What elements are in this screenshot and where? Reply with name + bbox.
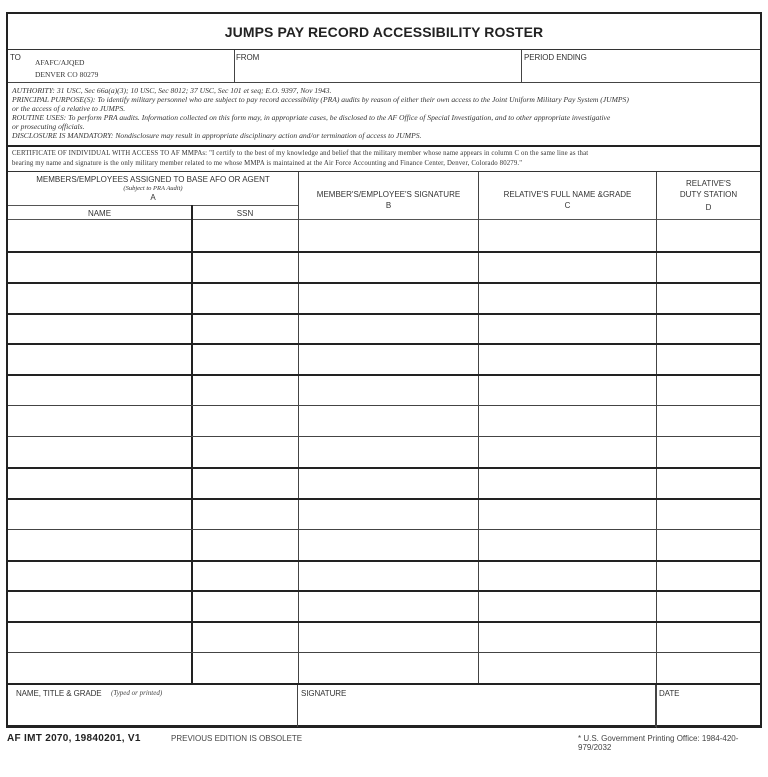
signature-cell[interactable] <box>299 284 478 313</box>
signoff-row <box>8 683 760 727</box>
certificate-line1: CERTIFICATE OF INDIVIDUAL WITH ACCESS TO AF MMPAs: "I certify to the best of my knowledge and belief that the military member whose name appears in column C on the same line as that <box>12 150 589 157</box>
relative-name-cell[interactable] <box>479 469 656 498</box>
column-b-title: MEMBER'S/EMPLOYEE'S SIGNATURE <box>316 190 461 199</box>
relative-name-cell[interactable] <box>479 376 656 405</box>
principal-purpose-text: PRINCIPAL PURPOSE(S): To identify military personnel who are subject to pay record accessibility (PRA) audits by reason of either their own access to the Joint Uniform Military Pay System (JUMPS) <box>12 95 629 105</box>
name-cell[interactable] <box>8 530 191 560</box>
ssn-cell[interactable] <box>192 653 298 683</box>
signature-cell[interactable] <box>299 530 478 560</box>
table-row <box>8 251 760 282</box>
table-row <box>8 498 760 529</box>
table-row <box>8 313 760 344</box>
column-d-title-2: DUTY STATION <box>679 190 738 199</box>
relative-name-cell[interactable] <box>479 345 656 374</box>
edition-note: PREVIOUS EDITION IS OBSOLETE <box>171 734 303 743</box>
name-cell[interactable] <box>8 653 191 683</box>
ssn-cell[interactable] <box>192 592 298 621</box>
table-header <box>8 172 760 220</box>
name-cell[interactable] <box>8 500 191 529</box>
table-row <box>8 282 760 313</box>
relative-name-cell[interactable] <box>479 592 656 621</box>
ssn-cell[interactable] <box>192 315 298 344</box>
duty-station-cell[interactable] <box>657 284 760 313</box>
signature-cell[interactable] <box>299 500 478 529</box>
to-line2: DENVER CO 80279 <box>35 70 99 79</box>
ssn-cell[interactable] <box>192 562 298 591</box>
signature-cell[interactable] <box>299 376 478 405</box>
ssn-cell[interactable] <box>192 469 298 498</box>
certificate-statement <box>8 147 760 172</box>
form-id: AF IMT 2070, 19840201, V1 <box>7 733 141 744</box>
signoff-date-label: DATE <box>659 689 680 698</box>
relative-name-cell[interactable] <box>479 315 656 344</box>
name-cell[interactable] <box>8 406 191 436</box>
column-a-divider <box>8 205 298 206</box>
duty-station-cell[interactable] <box>657 592 760 621</box>
column-d-header <box>657 178 760 213</box>
ssn-cell[interactable] <box>192 345 298 374</box>
duty-station-cell[interactable] <box>657 406 760 436</box>
column-a-letter: A <box>150 193 156 202</box>
relative-name-cell[interactable] <box>479 437 656 467</box>
name-cell[interactable] <box>8 592 191 621</box>
ssn-cell[interactable] <box>192 623 298 652</box>
roster-rows <box>8 220 760 683</box>
column-c-letter: C <box>564 201 571 210</box>
signature-cell[interactable] <box>299 469 478 498</box>
name-cell[interactable] <box>8 437 191 467</box>
column-a-subtitle: (Subject to PRA Audit) <box>123 185 183 192</box>
duty-station-cell[interactable] <box>657 253 760 282</box>
ssn-cell[interactable] <box>192 500 298 529</box>
name-cell[interactable] <box>8 220 191 251</box>
column-d-title-1: RELATIVE'S <box>686 179 731 188</box>
printing-office-note: * U.S. Government Printing Office: 1984-420-979/2032 <box>578 734 739 752</box>
routine-uses-text-cont: or prosecuting officials. <box>12 122 85 132</box>
signature-cell[interactable] <box>299 406 478 436</box>
table-row <box>8 590 760 621</box>
table-row <box>8 405 760 436</box>
column-name-header: NAME <box>87 209 112 218</box>
table-row <box>8 652 760 683</box>
to-line1: AFAFC/AJQED <box>35 58 85 67</box>
ssn-cell[interactable] <box>192 220 298 251</box>
principal-purpose-text-cont: or the access of a relative to JUMPS. <box>12 104 126 114</box>
name-cell[interactable] <box>8 562 191 591</box>
column-b-letter: B <box>385 201 392 210</box>
duty-station-cell[interactable] <box>657 469 760 498</box>
duty-station-cell[interactable] <box>657 220 760 251</box>
signature-cell[interactable] <box>299 253 478 282</box>
duty-station-cell[interactable] <box>657 653 760 683</box>
name-cell[interactable] <box>8 253 191 282</box>
signature-cell[interactable] <box>299 653 478 683</box>
table-row <box>8 467 760 498</box>
from-label: FROM <box>236 53 260 62</box>
name-cell[interactable] <box>8 376 191 405</box>
relative-name-cell[interactable] <box>479 284 656 313</box>
name-cell[interactable] <box>8 345 191 374</box>
signature-cell[interactable] <box>299 623 478 652</box>
table-row <box>8 560 760 591</box>
column-ssn-header: SSN <box>236 209 254 218</box>
ssn-cell[interactable] <box>192 284 298 313</box>
signoff-signature-field[interactable] <box>298 685 656 727</box>
routine-uses-text: ROUTINE USES: To perform PRA audits. Information collected on this form may, in appropriate cases, be disclosed to the AF Office of Special Investigation, and to other appropriate investigative <box>12 113 611 123</box>
ssn-cell[interactable] <box>192 253 298 282</box>
authority-text: AUTHORITY: 31 USC, Sec 66a(a)(3); 10 USC, Sec 8012; 37 USC, Sec 101 et seq; E.O. 9397, Nov 1943. <box>12 86 332 95</box>
to-label: TO <box>10 53 21 62</box>
name-cell[interactable] <box>8 469 191 498</box>
relative-name-cell[interactable] <box>479 530 656 560</box>
signature-cell[interactable] <box>299 345 478 374</box>
disclosure-text: DISCLOSURE IS MANDATORY: Nondisclosure may result in appropriate disciplinary action and/or termination of access to JUMPS. <box>12 131 422 141</box>
period-ending-label: PERIOD ENDING <box>524 53 587 62</box>
name-cell[interactable] <box>8 284 191 313</box>
signoff-date-field[interactable] <box>656 685 760 727</box>
duty-station-cell[interactable] <box>657 500 760 529</box>
duty-station-cell[interactable] <box>657 345 760 374</box>
name-cell[interactable] <box>8 315 191 344</box>
table-row <box>8 343 760 374</box>
period-ending-field[interactable] <box>522 50 760 83</box>
duty-station-cell[interactable] <box>657 437 760 467</box>
relative-name-cell[interactable] <box>479 500 656 529</box>
column-c-header <box>479 189 656 211</box>
ssn-cell[interactable] <box>192 376 298 405</box>
column-d-letter: D <box>705 203 712 212</box>
address-row <box>8 50 760 83</box>
column-b-header <box>299 189 478 211</box>
name-title-grade-field[interactable] <box>8 685 298 727</box>
duty-station-cell[interactable] <box>657 562 760 591</box>
signature-cell[interactable] <box>299 592 478 621</box>
ssn-cell[interactable] <box>192 530 298 560</box>
name-title-grade-hint: (Typed or printed) <box>111 689 163 697</box>
signoff-signature-label: SIGNATURE <box>301 689 347 698</box>
table-row <box>8 529 760 560</box>
relative-name-cell[interactable] <box>479 562 656 591</box>
table-row <box>8 436 760 467</box>
signature-cell[interactable] <box>299 437 478 467</box>
name-title-grade-label: NAME, TITLE & GRADE <box>16 689 102 698</box>
form-title: JUMPS PAY RECORD ACCESSIBILITY ROSTER <box>8 14 760 50</box>
relative-name-cell[interactable] <box>479 653 656 683</box>
signature-cell[interactable] <box>299 562 478 591</box>
signature-cell[interactable] <box>299 315 478 344</box>
privacy-act-statement <box>8 83 760 147</box>
duty-station-cell[interactable] <box>657 623 760 652</box>
to-field[interactable] <box>8 50 235 83</box>
ssn-cell[interactable] <box>192 437 298 467</box>
roster-form <box>6 12 762 728</box>
duty-station-cell[interactable] <box>657 376 760 405</box>
duty-station-cell[interactable] <box>657 315 760 344</box>
ssn-cell[interactable] <box>192 406 298 436</box>
from-field[interactable] <box>235 50 522 83</box>
table-row <box>8 374 760 405</box>
column-c-title: RELATIVE'S FULL NAME &GRADE <box>503 190 632 199</box>
name-cell[interactable] <box>8 623 191 652</box>
duty-station-cell[interactable] <box>657 530 760 560</box>
relative-name-cell[interactable] <box>479 220 656 251</box>
column-a-title: MEMBERS/EMPLOYEES ASSIGNED TO BASE AFO OR AGENT <box>36 175 270 184</box>
certificate-line2: bearing my name and signature is the only military member related to me whose MMPA is maintained at the Air Force Accounting and Finance Center, Denver, Colorado 80279." <box>12 159 523 167</box>
table-row <box>8 621 760 652</box>
signature-cell[interactable] <box>299 220 478 251</box>
relative-name-cell[interactable] <box>479 406 656 436</box>
column-a-header <box>8 174 298 204</box>
table-row <box>8 220 760 251</box>
relative-name-cell[interactable] <box>479 623 656 652</box>
relative-name-cell[interactable] <box>479 253 656 282</box>
